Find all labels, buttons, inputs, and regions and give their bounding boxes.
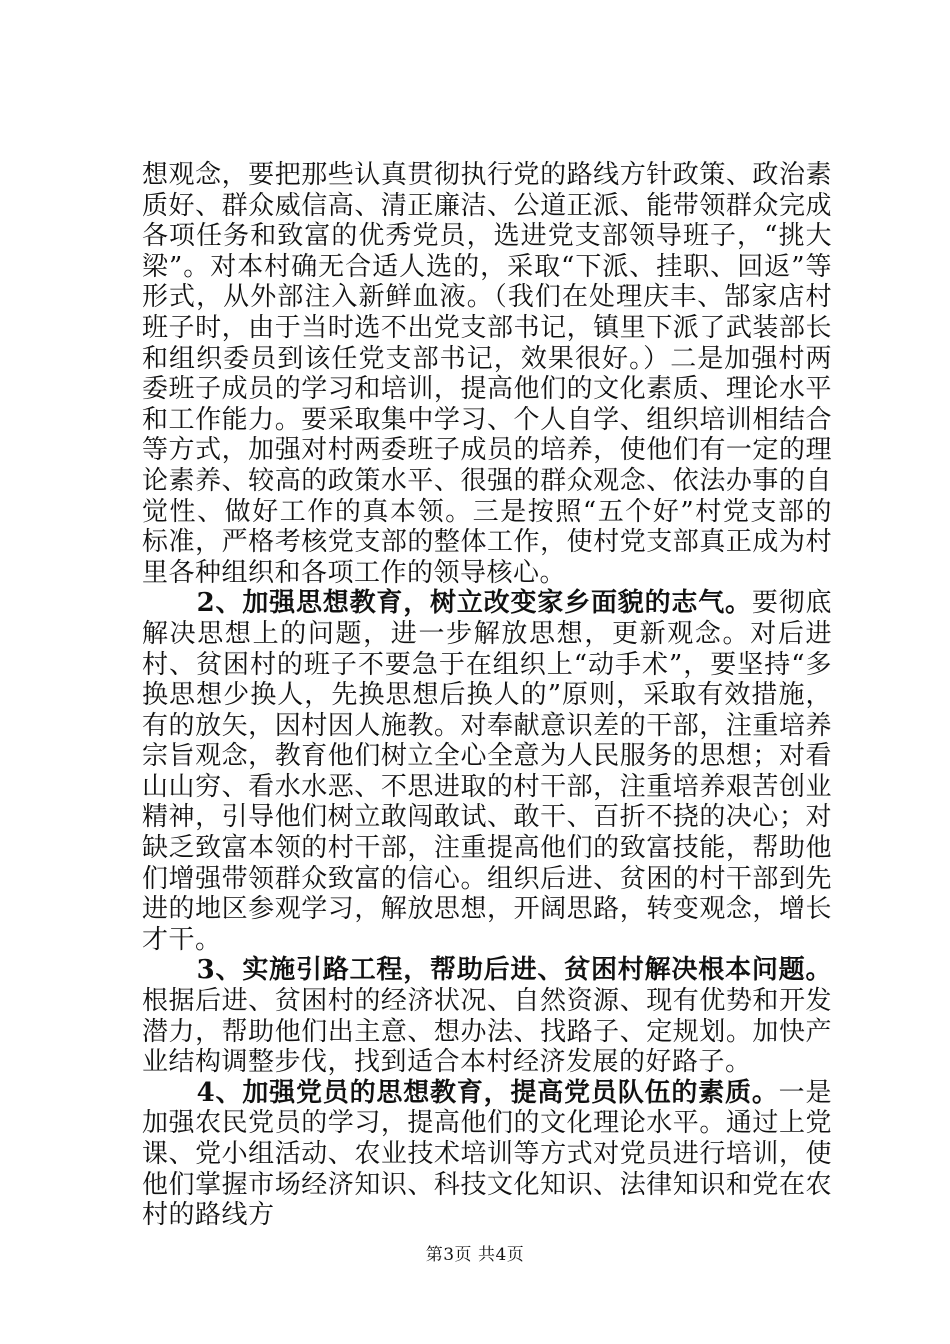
- paragraph-2-heading: 2、加强思想教育，树立改变家乡面貌的志气。: [196, 588, 752, 619]
- paragraph-1-body: 想观念，要把那些认真贯彻执行党的路线方针政策、政治素质好、群众威信高、清正廉洁、公道正派、能带领群众完成各项任务和致富的优秀党员，选进党支部领导班子，“挑大梁”。对本村确无合适人选的，采取“下派、挂职、回返”等形式，从外部注入新鲜血液。（我们在处理庆丰、郜家店村班子时，由于当时选不出党支部书记，镇里下派了武装部长和组织委员到该任党支部书记，效果很好。）二是加强村两委班子成员的学习和培训，提高他们的文化素质、理论水平和工作能力。要采取集中学习、个人自学、组织培训相结合等方式，加强对村两委班子成员的培养，使他们有一定的理论素养、较高的政策水平、很强的群众观念、依法办事的自觉性、做好工作的真本领。三是按照“五个好”村党支部的标准，严格考核党支部的整体工作，使村党支部真正成为村里各种组织和各项工作的领导核心。: [142, 160, 832, 588]
- paragraph-4-heading: 4、加强党员的思想教育，提高党员队伍的素质。: [196, 1077, 779, 1108]
- paragraph-3-heading: 3、实施引路工程，帮助后进、贫困村解决根本问题。: [196, 955, 832, 986]
- paragraph-2-body: 要彻底解决思想上的问题，进一步解放思想，更新观念。对后进村、贫困村的班子不要急于在组织上“动手术”，要坚持“多换思想少换人，先换思想后换人的”原则，采取有效措施，有的放矢，因村因人施教。对奉献意识差的干部，注重培养宗旨观念，教育他们树立全心全意为人民服务的思想；对看山山穷、看水水恶、不思进取的村干部，注重培养艰苦创业精神，引导他们树立敢闯敢试、敢干、百折不挠的决心；对缺乏致富本领的村干部，注重提高他们的致富技能，帮助他们增强带领群众致富的信心。组织后进、贫困的村干部到先进的地区参观学习，解放思想，开阔思路，转变观念，增长才干。: [142, 588, 832, 955]
- paragraph-4-body: 一是加强农民党员的学习，提高他们的文化理论水平。通过上党课、党小组活动、农业技术培训等方式对党员进行培训，使他们掌握市场经济知识、科技文化知识、法律知识和党在农村的路线方: [142, 1077, 832, 1231]
- paragraph-1: [142, 160, 832, 588]
- paragraph-2: [142, 588, 832, 955]
- paragraph-3: [142, 955, 832, 1077]
- paragraph-4: [142, 1078, 832, 1231]
- page-footer: 第3页 共4页: [425, 1245, 525, 1265]
- paragraph-3-body: 根据后进、贫困村的经济状况、自然资源、现有优势和开发潜力，帮助他们出主意、想办法、找路子、定规划。加快产业结构调整步伐，找到适合本村经济发展的好路子。: [142, 986, 832, 1078]
- document-body: [142, 160, 832, 1231]
